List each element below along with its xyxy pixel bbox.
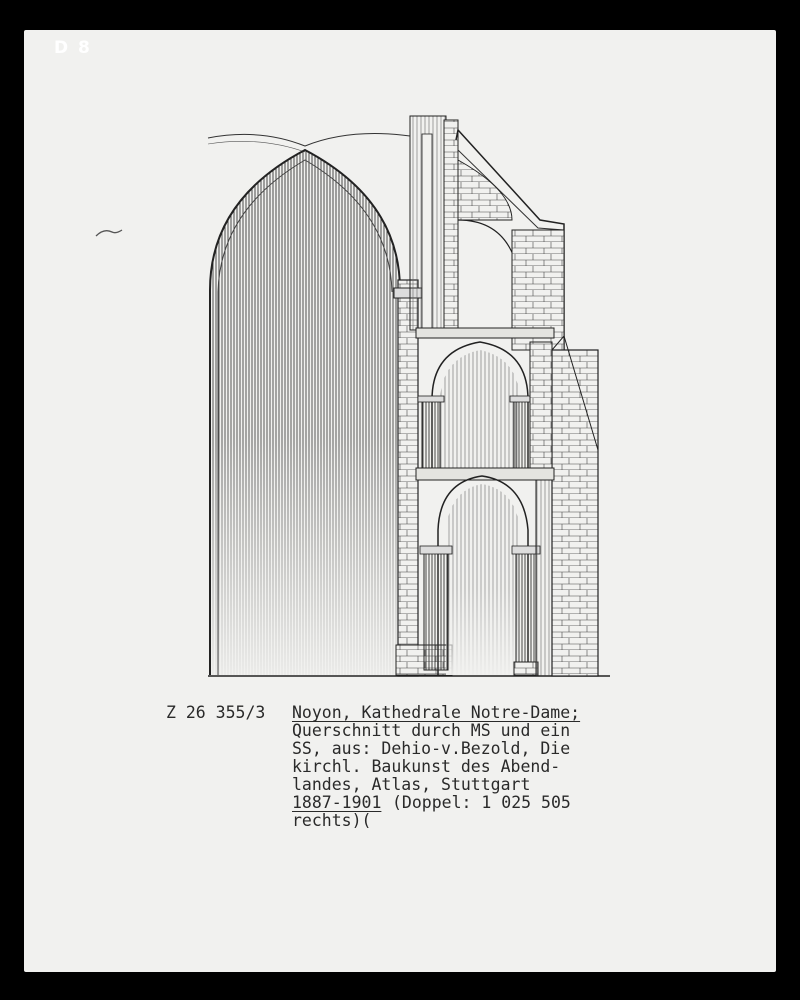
stray-pen-mark (94, 224, 124, 240)
caption-title: Noyon, Kathedrale Notre-Dame; (292, 703, 581, 722)
caption-years: 1887-1901 (292, 793, 382, 812)
cathedral-cross-section-drawing (200, 110, 620, 685)
caption-line-4: landes, Atlas, Stuttgart (292, 775, 531, 794)
caption-double-ref: (Doppel: 1 025 505 (392, 793, 571, 812)
caption-tail: rechts)( (292, 811, 372, 830)
caption-line-3: kirchl. Baukunst des Abend- (292, 757, 561, 776)
caption-line-2: SS, aus: Dehio-v.Bezold, Die (292, 739, 571, 758)
card-mark: D 8 (54, 38, 92, 58)
caption-line-1: Querschnitt durch MS und ein (292, 721, 571, 740)
caption-block (166, 704, 636, 884)
reference-number: Z 26 355/3 (166, 703, 266, 722)
